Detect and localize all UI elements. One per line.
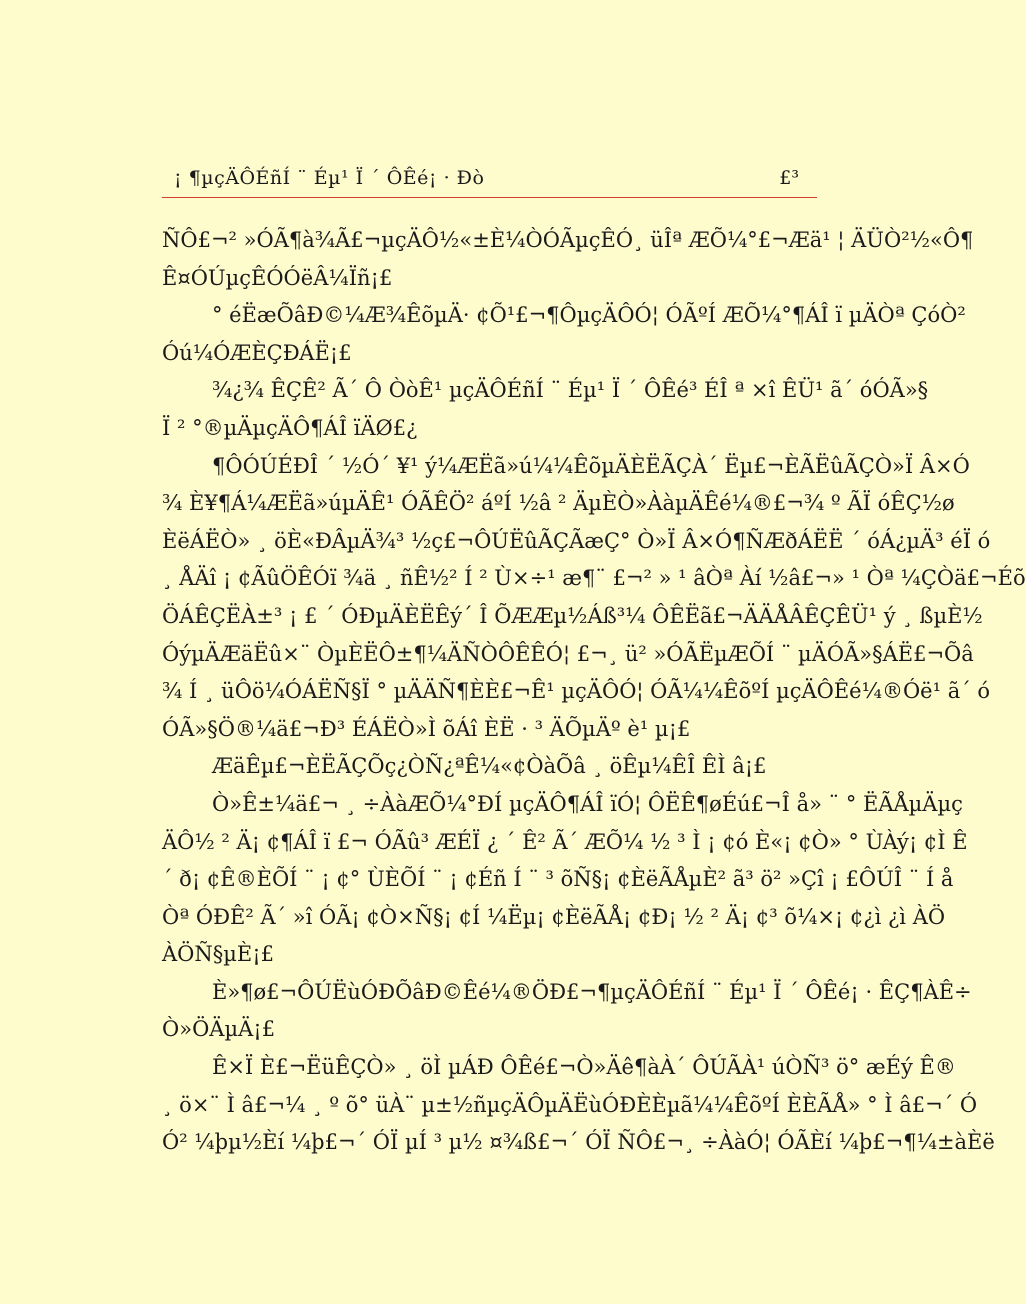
text-line: ÀÖÑ§µÈ¡£ [162,942,275,967]
text-line: Ï ² °®µÄµçÄÔ¶ÁÎ ïÄØ£¿ [162,415,418,440]
text-line: Ê¤ÓÚµçÊÓÓëÂ¼Ïñ¡£ [162,265,393,290]
running-header [162,160,817,196]
text-line: ÓýµÄÆäËû×¨ ÒµÈËÔ±¶¼ÄÑÒÔÊÊÓ¦ £¬¸ ü² »ÓÃËµÆÕÍ ¨ µÄÓÃ»§ÁË£¬Õâ [162,641,974,666]
text-line: ¾¿¾ ÊÇÊ² Ã´ Ô ÒòÊ¹ µçÄÔÉñÍ ¨ Éµ¹ Ï ´ ÔÊé³ ÉÎ ª ×î ÊÜ¹ ã´ óÓÃ»§ [212,378,929,403]
header-title: ¡ ¶µçÄÔÉñÍ ¨ Éµ¹ Ï ´ ÔÊé¡ · Ðò [174,167,485,189]
text-line: ÓÃ»§Ö®¼ä£¬Ð³ ÉÁËÒ»Ì õÁî ÈË · ³ ÄÕµÄº è¹ µ¡£ [162,716,691,741]
text-line: Ò»ÖÄµÄ¡£ [162,1017,276,1042]
text-line: Òª ÓÐÊ² Ã´ »î ÓÃ¡ ¢Ò×Ñ§¡ ¢Í ¼Ëµ¡ ¢ÈëÃÅ¡ ¢Ð¡ ½ ² Ä¡ ¢³ õ¼×¡ ¢¿ì ¿ì ÀÖ [162,904,946,929]
text-line: ° éËæÕâÐ©¼Æ¾ÊõµÄ· ¢Õ¹£¬¶ÔµçÄÔÓ¦ ÓÃºÍ ÆÕ¼°¶ÁÎ ï µÄÒª ÇóÒ² [212,303,966,328]
text-line: È»¶ø£¬ÔÚËùÓÐÕâÐ©Êé¼®ÖÐ£¬¶µçÄÔÉñÍ ¨ Éµ¹ Ï ´ ÔÊé¡ · ÊÇ¶ÀÊ÷ [212,979,972,1004]
header-rule [162,197,817,198]
text-line: ÖÁÊÇËÀ±³ ¡ £ ´ ÓÐµÄÈËÊý´ Î ÕÆÆµ½Áß³¼ ÔÊËã£¬ÄÄÅÂÊÇÊÜ¹ ý ¸ ßµÈ½ [162,603,983,628]
body-text [162,222,1026,1162]
text-line: Ò»Ê±¼ä£¬ ¸ ÷ÀàÆÕ¼°ÐÍ µçÄÔ¶ÁÎ ïÓ¦ ÔËÊ¶øÉú£¬Î å» ¨ ° ËÃÅµÄµç [212,791,963,816]
text-line: ¾ Í ¸ üÔö¼ÓÁËÑ§Ï ° µÄÄÑ¶ÈÈ£¬Ê¹ µçÄÔÓ¦ ÓÃ¼¼ÊõºÍ µçÄÔÊé¼®Óë¹ ã´ ó [162,679,991,704]
text-line: ¶ÔÓÚÉÐÎ ´ ½Ó´ ¥¹ ý¼ÆËã»ú¼¼ÊõµÄÈËÃÇÀ´ Ëµ£¬ÈÃËûÃÇÒ»Ï Â×Ó [212,453,970,478]
page-number: £³ [779,167,799,189]
text-line: ¾ È¥¶Á¼ÆËã»úµÄÊ¹ ÓÃÊÖ² áºÍ ½â ² ÄµÈÒ»ÀàµÄÊé¼®£¬¾ º ÃÏ óÊÇ½ø [162,491,955,516]
text-line: ¸ ÅÄî ¡ ¢ÃûÖÊÓï ¾ä ¸ ñÊ½² Í ² Ù×÷¹ æ¶¨ £¬² » ¹ âÒª Àí ½â£¬» ¹ Òª ¼ÇÒä£¬Éõ [162,566,1026,591]
text-line: Ê×Ï È£¬ËüÊÇÒ» ¸ öÌ µÁÐ ÔÊé£¬Ò»Äê¶àÀ´ ÔÚÃÀ¹ úÒÑ³ ö° æÉý Ê® [212,1055,956,1080]
text-line: ÆäÊµ£¬ÈËÃÇÕç¿ÒÑ¿ªÊ¼«¢ÒàÕâ ¸ öÊµ¼ÊÎ ÊÌ â¡£ [212,754,767,779]
text-line: ´ ð¡ ¢Ê®ÈÕÍ ¨ ¡ ¢° ÙÈÕÍ ¨ ¡ ¢Éñ Í ¨ ³ õÑ§¡ ¢ÈëÃÅµÈ² ã³ ö² »Çî ¡ £ÔÚÎ ¨ Í å [162,867,954,892]
text-line: ÑÔ£¬² »ÓÃ¶à¾Ã£¬µçÄÔ½«±È¼ÒÓÃµçÊÓ¸ üÎª ÆÕ¼°£¬Æä¹ ¦ ÄÜÒ²½«Ô¶ [162,228,974,252]
text-line: Óú¼ÓÆÈÇÐÁË¡£ [162,340,352,365]
text-line: ÄÔ½ ² Ä¡ ¢¶ÁÎ ï £¬ ÓÃû³ ÆÉÏ ¿ ´ Ê² Ã´ ÆÕ¼ ½ ³ Ì ¡ ¢ó È«¡ ¢Ò» ° ÙÀý¡ ¢Ì Ê [162,829,968,854]
text-line: ¸ ö×¨ Ì â£¬¼ ¸ º õ° üÀ¨ µ±½ñµçÄÔµÄËùÓÐÈÈµã¼¼ÊõºÍ ÈÈÃÅ» ° Ì â£¬´ Ó [162,1092,978,1117]
text-line: Ó² ¼þµ½Èí ¼þ£¬´ ÓÏ µÍ ³ µ½ ¤¾ß£¬´ ÓÏ ÑÔ£¬¸ ÷ÀàÓ¦ ÓÃÈí ¼þ£¬¶¼±àÈë [162,1130,995,1155]
text-line: ÈëÁËÒ» ¸ öÈ«ÐÂµÄ¾³ ½ç£¬ÔÚËûÃÇÃæÇ° Ò»Ï Â×Ó¶ÑÆðÁËË ´ óÁ¿µÄ³ éÏ ó [162,528,991,553]
